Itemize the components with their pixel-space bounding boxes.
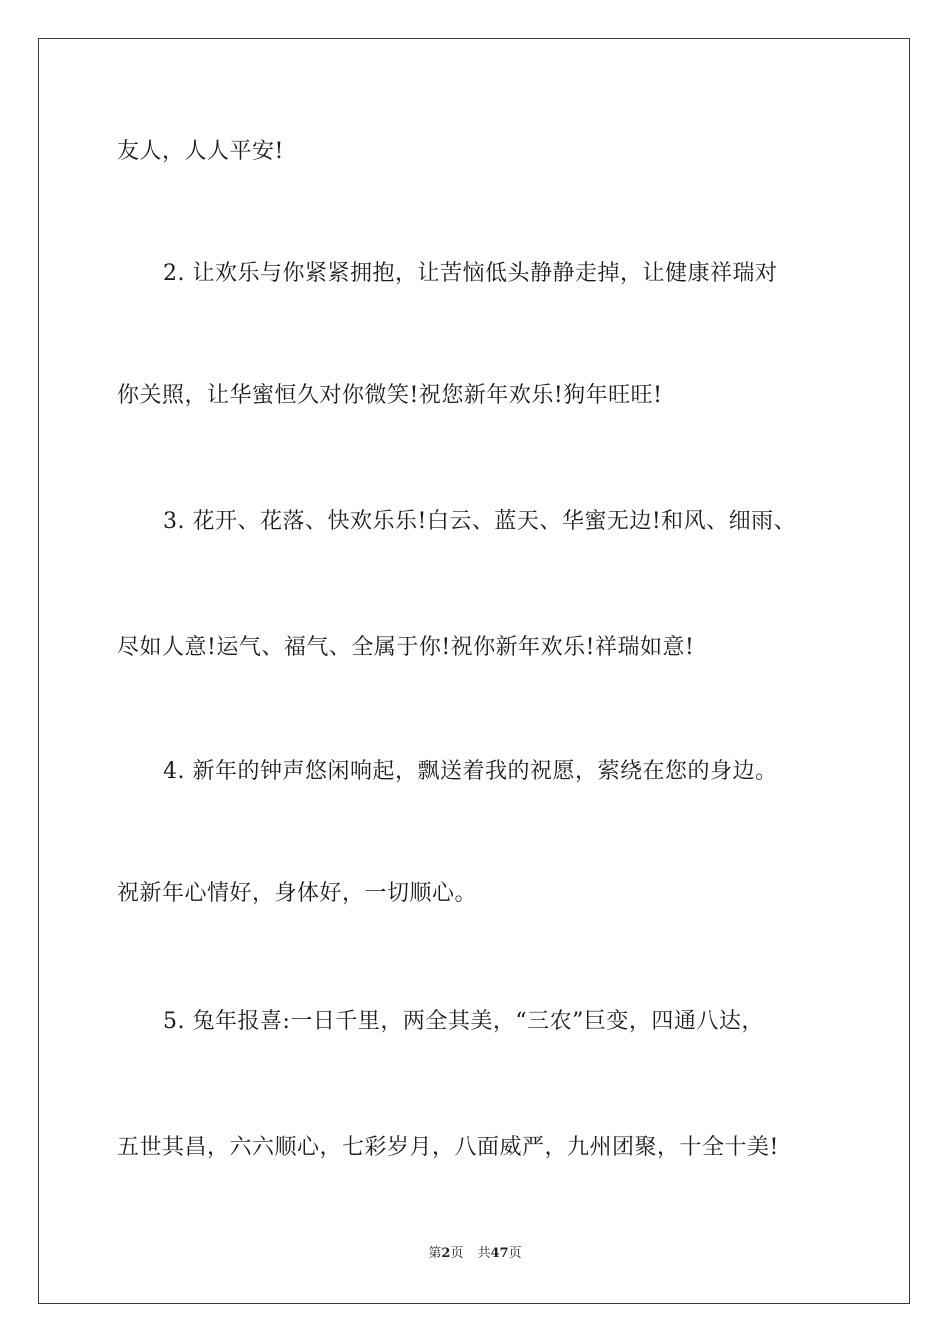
total-pages: 47 bbox=[490, 1246, 509, 1261]
page-footer bbox=[0, 1245, 950, 1263]
page-prefix: 第 bbox=[428, 1246, 442, 1261]
total-prefix: 共 bbox=[477, 1246, 491, 1261]
text-line-6: 4. 新年的钟声悠闲响起，飘送着我的祝愿，萦绕在您的身边。 bbox=[163, 759, 778, 784]
page-suffix: 页 bbox=[450, 1246, 464, 1261]
text-line-1: 友人，人人平安! bbox=[117, 139, 284, 164]
page-border bbox=[38, 38, 910, 1304]
text-line-4: 3. 花开、花落、快欢乐乐!白云、蓝天、华蜜无边!和风、细雨、 bbox=[163, 509, 797, 534]
page-number: 2 bbox=[441, 1246, 451, 1261]
text-line-3: 你关照，让华蜜恒久对你微笑!祝您新年欢乐!狗年旺旺! bbox=[117, 383, 663, 408]
text-line-5: 尽如人意!运气、福气、全属于你!祝你新年欢乐!祥瑞如意! bbox=[117, 635, 695, 660]
text-line-2: 2. 让欢乐与你紧紧拥抱，让苦恼低头静静走掉，让健康祥瑞对 bbox=[163, 261, 778, 286]
text-line-7: 祝新年心情好，身体好，一切顺心。 bbox=[117, 881, 478, 906]
text-line-9: 五世其昌，六六顺心，七彩岁月，八面威严，九州团聚，十全十美! bbox=[117, 1135, 779, 1160]
total-suffix: 页 bbox=[508, 1246, 522, 1261]
text-line-8: 5. 兔年报喜:一日千里，两全其美，“三农”巨变，四通八达， bbox=[163, 1009, 764, 1034]
